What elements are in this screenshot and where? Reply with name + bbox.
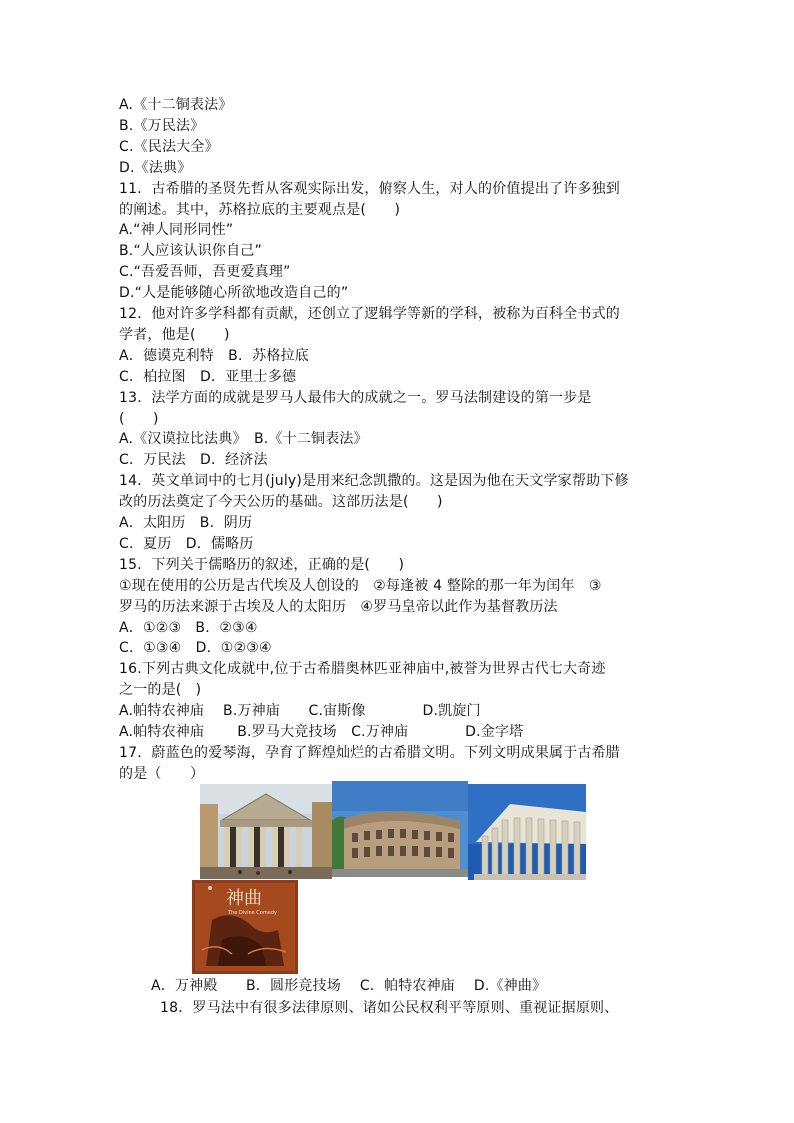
text-line: A.帕特农神庙 B.罗马大竞技场 C.万神庙 D.金字塔 [119, 724, 524, 740]
text-line: 改的历法奠定了今天公历的基础。这部历法是( ) [119, 494, 443, 511]
text-line: B.“人应该认识你自己” [119, 243, 262, 260]
text-line: A.《汉谟拉比法典》 B.《十二铜表法》 [119, 431, 368, 448]
text-line: 14．英文单词中的七月(july)是用来纪念凯撒的。这是因为他在天文学家帮助下修 [119, 473, 629, 490]
text-line: C.《民法大全》 [119, 138, 219, 155]
text-line: D.“人是能够随心所欲地改造自己的” [119, 285, 349, 302]
text-line: D.《法典》 [119, 159, 192, 176]
text-line: 罗马的历法来源于古埃及人的太阳历 ④罗马皇帝以此作为基督教历法 [119, 598, 558, 615]
cover-title-cn: 神曲 [226, 888, 262, 909]
text-line: 11．古希腊的圣贤先哲从客观实际出发，俯察人生，对人的价值提出了许多独到 [119, 180, 621, 197]
divine-comedy-cover-image [192, 880, 298, 974]
text-line: C．万民法 D．经济法 [119, 452, 268, 469]
text-line: A.帕特农神庙 B.万神庙 C.宙斯像 D.凯旋门 [119, 703, 481, 720]
pantheon-image [200, 784, 332, 879]
text-line: 的阐述。其中，苏格拉底的主要观点是( ) [119, 201, 401, 218]
text-line: 的是（ ） [119, 765, 205, 782]
text-line: C．①③④ D．①②③④ [119, 640, 272, 657]
text-line: ( ) [119, 410, 159, 427]
text-line: 17．蔚蓝色的爱琴海，孕育了辉煌灿烂的古希腊文明。下列文明成果属于古希腊 [119, 744, 621, 761]
cover-title-en: The Divine Comedy [228, 910, 277, 916]
text-line: 12．他对许多学科都有贡献，还创立了逻辑学等新的学科，被称为百科全书式的 [119, 306, 621, 322]
text-line: 13．法学方面的成就是罗马人最伟大的成就之一。罗马法制建设的第一步是 [119, 389, 592, 406]
text-line: A．①②③ B．②③④ [119, 619, 258, 636]
text-line: C．柏拉图 D．亚里士多德 [119, 368, 297, 385]
text-line: A．太阳历 B．阴历 [119, 515, 253, 531]
q17-options: A．万神殿 B．圆形竞技场 C．帕特农神庙 D.《神曲》 [151, 978, 547, 994]
parthenon-image [468, 784, 586, 880]
text-line: 学者，他是( ) [119, 326, 230, 343]
text-line: B.《万民法》 [119, 117, 205, 134]
text-line: A．德谟克利特 B．苏格拉底 [119, 347, 309, 364]
text-line: C．夏历 D．儒略历 [119, 535, 254, 552]
text-line: A.“神人同形同性” [119, 222, 234, 239]
text-line: A.《十二铜表法》 [119, 97, 233, 113]
text-line: 15．下列关于儒略历的叙述，正确的是( ) [119, 556, 405, 573]
text-line: 16.下列古典文化成就中,位于古希腊奥林匹亚神庙中,被誉为世界古代七大奇迹 [119, 661, 606, 678]
text-line: 之一的是( ) [119, 682, 202, 699]
colosseum-image [332, 781, 468, 877]
q18-stem: 18．罗马法中有很多法律原则、诸如公民权利平等原则、重视证据原则、 [160, 1000, 619, 1016]
text-line: C.“吾爱吾师，吾更爱真理” [119, 264, 291, 281]
text-line: ①现在使用的公历是古代埃及人创设的 ②每逢被 4 整除的那一年为闰年 ③ [119, 577, 602, 594]
